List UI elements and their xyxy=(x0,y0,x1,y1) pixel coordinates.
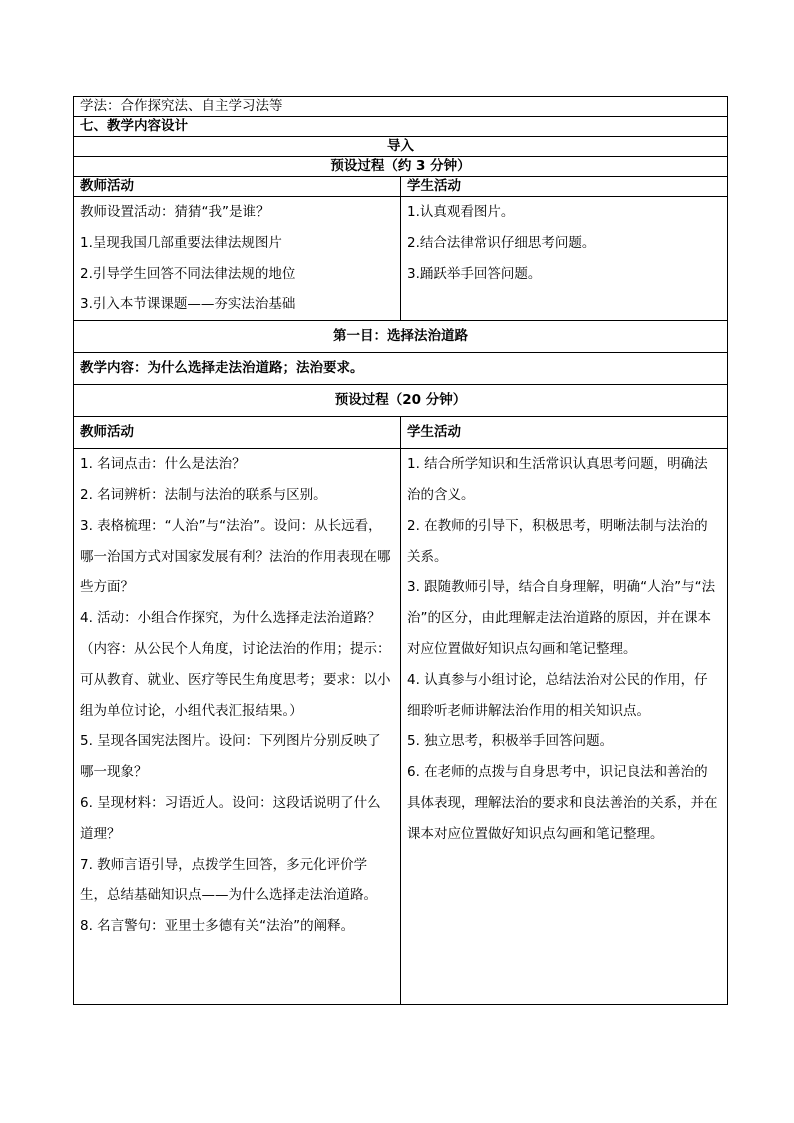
part1-heading: 第一目：选择法治道路 xyxy=(74,321,728,353)
intro-student-line: 1.认真观看图片。 xyxy=(407,204,515,220)
intro-teacher-line: 教师设置活动：猜猜“我”是谁？ xyxy=(80,204,270,220)
part1-content: 教学内容：为什么选择走法治道路；法治要求。 xyxy=(74,353,728,385)
part1-teacher-item: 6. 呈现材料：习语近人。设问：这段话说明了什么道理？ xyxy=(80,794,381,842)
part1-teacher-item: 5. 呈现各国宪法图片。设问：下列图片分别反映了哪一现象？ xyxy=(80,733,381,781)
part1-teacher-item: 2. 名词辨析：法制与法治的联系与区别。 xyxy=(80,486,327,503)
part1-teacher-cell xyxy=(74,449,401,1005)
part1-student-item: 4. 认真参与小组讨论，总结法治对公民的作用，仔细聆听老师讲解法治作用的相关知识点。 xyxy=(407,671,708,719)
part1-student-cell xyxy=(401,449,728,1005)
part1-student-item: 1. 结合所学知识和生活常识认真思考问题，明确法治的含义。 xyxy=(407,456,708,503)
intro-student-line: 3.踊跃举手回答问题。 xyxy=(407,265,542,282)
study-method-row: 学法：合作探究法、自主学习法等 xyxy=(74,97,728,117)
part1-teacher-item: 8. 名言警句：亚里士多德有关“法治”的阐释。 xyxy=(80,918,355,935)
part1-student-item: 2. 在教师的引导下，积极思考，明晰法制与法治的关系。 xyxy=(407,517,708,565)
intro-teacher-line: 2.引导学生回答不同法律法规的地位 xyxy=(80,265,296,282)
part1-student-item: 3. 跟随教师引导，结合自身理解，明确“人治”与“法治”的区分，由此理解走法治道路的原因，并在课本对应位置做好知识点勾画和笔记整理。 xyxy=(407,579,716,657)
part1-student-item: 5. 独立思考，积极举手回答问题。 xyxy=(407,733,614,750)
intro-heading: 导入 xyxy=(74,137,728,157)
intro-student-line: 2.结合法律常识仔细思考问题。 xyxy=(407,234,596,251)
part1-teacher-item: 7. 教师言语引导，点拨学生回答，多元化评价学生，总结基础知识点——为什么选择走法治道路。 xyxy=(80,856,377,904)
intro-teacher-cell xyxy=(74,197,401,321)
part1-teacher-item: 4. 活动：小组合作探究，为什么选择走法治道路？（内容：从公民个人角度，讨论法治的作用；提示：可从教育、就业、医疗等民生角度思考；要求：以小组为单位讨论，小组代表汇报结果。） xyxy=(80,610,391,719)
lesson-plan-table xyxy=(73,96,728,1005)
intro-teacher-line: 1.呈现我国几部重要法律法规图片 xyxy=(80,234,282,251)
part1-teacher-col-header: 教师活动 xyxy=(74,417,401,449)
part1-teacher-item: 1. 名词点击：什么是法治？ xyxy=(80,456,246,473)
intro-student-cell xyxy=(401,197,728,321)
intro-teacher-line: 3.引入本节课课题——夯实法治基础 xyxy=(80,296,296,313)
intro-process: 预设过程（约 3 分钟） xyxy=(74,157,728,177)
part1-student-col-header: 学生活动 xyxy=(401,417,728,449)
part1-teacher-item: 3. 表格梳理：“人治”与“法治”。设问：从长远看，哪一治国方式对国家发展有利？法治的作用表现在哪些方面？ xyxy=(80,517,391,596)
part1-process: 预设过程（20 分钟） xyxy=(74,385,728,417)
section-heading: 七、教学内容设计 xyxy=(74,117,728,137)
intro-student-col-header: 学生活动 xyxy=(401,177,728,197)
part1-student-item: 6. 在老师的点拨与自身思考中，识记良法和善治的具体表现，理解法治的要求和良法善治的关系，并在课本对应位置做好知识点勾画和笔记整理。 xyxy=(407,764,718,842)
intro-teacher-col-header: 教师活动 xyxy=(74,177,401,197)
